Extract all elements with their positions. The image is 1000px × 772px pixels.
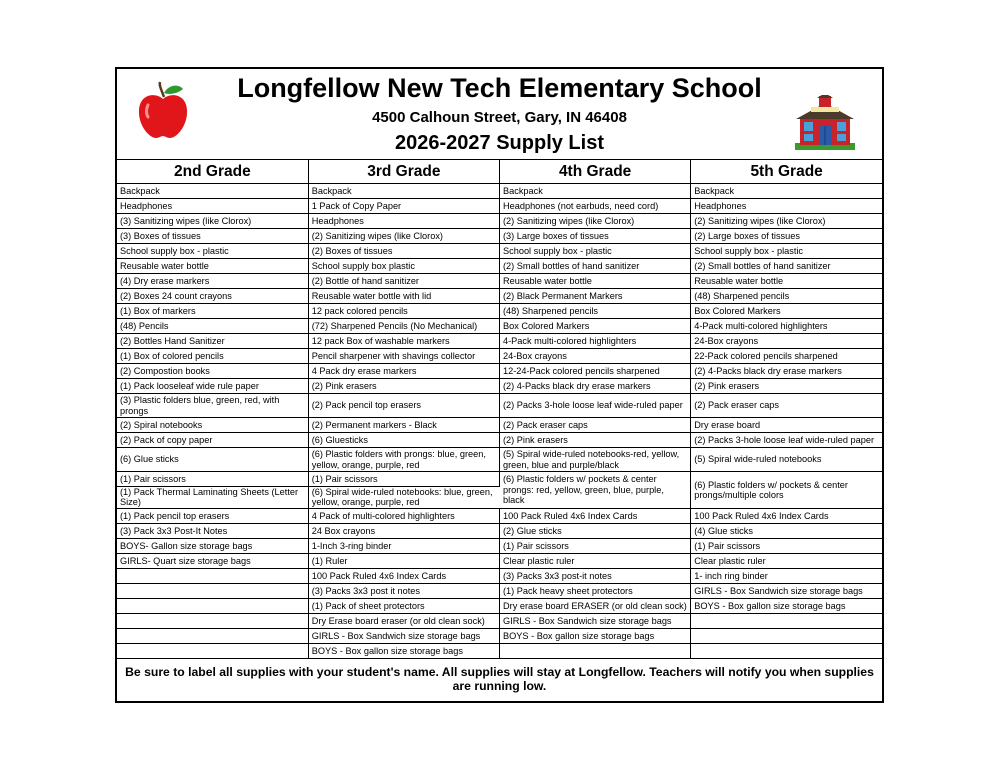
supply-cell: (1) Pack of sheet protectors [308,598,499,613]
supply-cell: (1) Box of markers [117,304,308,319]
supply-cell: 1 Pack of Copy Paper [308,199,499,214]
supply-cell: 1-Inch 3-ring binder [308,538,499,553]
supply-cell: BOYS- Gallon size storage bags [117,538,308,553]
supply-cell: (2) Pack eraser caps [500,418,691,433]
supply-cell: (2) Sanitizing wipes (like Clorox) [691,214,882,229]
supply-cell [691,613,882,628]
table-row [117,643,882,658]
supply-cell: (6) Gluesticks [308,433,499,448]
supply-cell [500,643,691,658]
supply-cell: (3) Pack 3x3 Post-It Notes [117,523,308,538]
supply-cell: (5) Spiral wide-ruled notebooks [691,448,882,472]
table-row [117,274,882,289]
supply-cell: (1) Ruler [308,553,499,568]
supply-cell: (2) Black Permanent Markers [500,289,691,304]
supply-cell: (2) Permanent markers - Black [308,418,499,433]
supply-cell: Clear plastic ruler [500,553,691,568]
supply-cell: Clear plastic ruler [691,553,882,568]
supply-cell: (1) Pair scissors [691,538,882,553]
supply-cell: (2) Spiral notebooks [117,418,308,433]
supply-cell: (48) Sharpened pencils [500,304,691,319]
supply-cell: (2) 4-Packs black dry erase markers [500,379,691,394]
supply-cell: GIRLS - Box Sandwich size storage bags [308,628,499,643]
supply-cell: (2) Small bottles of hand sanitizer [500,259,691,274]
supply-cell: Reusable water bottle [117,259,308,274]
schoolhouse-icon [794,95,856,151]
table-row [117,379,882,394]
table-row [117,508,882,523]
supply-cell: (2) Boxes of tissues [308,244,499,259]
grade-header: 3rd Grade [308,160,499,184]
supply-cell: (2) Boxes 24 count crayons [117,289,308,304]
table-row [117,334,882,349]
grade-header-row [117,160,882,184]
supply-cell: 4-Pack multi-colored highlighters [691,319,882,334]
supply-cell: (6) Plastic folders w/ pockets & center prongs: red, yellow, green, blue, purple, black [500,472,691,509]
supply-cell: School supply box plastic [308,259,499,274]
supply-cell: BOYS - Box gallon size storage bags [691,598,882,613]
supply-cell: GIRLS- Quart size storage bags [117,553,308,568]
supply-cell: Pencil sharpener with shavings collector [308,349,499,364]
supply-cell: (3) Packs 3x3 post it notes [308,583,499,598]
grade-header: 2nd Grade [117,160,308,184]
table-row [117,199,882,214]
table-row [117,289,882,304]
supply-cell: 100 Pack Ruled 4x6 Index Cards [308,568,499,583]
supply-cell: Dry Erase board eraser (or old clean sock) [308,613,499,628]
supply-cell: School supply box - plastic [691,244,882,259]
supply-cell: (48) Pencils [117,319,308,334]
table-row [117,214,882,229]
supply-cell: (3) Plastic folders blue, green, red, with prongs [117,394,308,418]
supply-cell: Headphones [308,214,499,229]
supply-cell: (2) Large boxes of tissues [691,229,882,244]
supply-cell: School supply box - plastic [500,244,691,259]
supply-list-sheet [115,67,884,703]
supply-cell: 100 Pack Ruled 4x6 Index Cards [500,508,691,523]
header [117,69,882,160]
supply-cell: GIRLS - Box Sandwich size storage bags [691,583,882,598]
supply-cell: Backpack [308,184,499,199]
supply-cell: 12 pack colored pencils [308,304,499,319]
grade-header: 4th Grade [500,160,691,184]
supply-rows [117,184,882,659]
table-row [117,628,882,643]
supply-cell: (2) Sanitizing wipes (like Clorox) [500,214,691,229]
supply-cell: BOYS - Box gallon size storage bags [500,628,691,643]
supply-cell: (1) Box of colored pencils [117,349,308,364]
supply-cell: (2) Small bottles of hand sanitizer [691,259,882,274]
footer-note: Be sure to label all supplies with your student's name. All supplies will stay at Longfellow. Teachers will notify you when supplies are running low. [125,665,874,693]
supply-cell [117,568,308,583]
supply-cell: 12 pack Box of washable markers [308,334,499,349]
supply-cell: 100 Pack Ruled 4x6 Index Cards [691,508,882,523]
table-row [117,523,882,538]
table-row [117,244,882,259]
table-row [117,553,882,568]
table-row [117,583,882,598]
supply-cell: 4-Pack multi-colored highlighters [500,334,691,349]
table-row [117,259,882,274]
supply-cell: School supply box - plastic [117,244,308,259]
supply-cell: (1) Pair scissors [500,538,691,553]
supply-cell: (6) Spiral wide-ruled notebooks: blue, green, yellow, orange, purple, red [308,487,499,509]
supply-cell: Headphones (not earbuds, need cord) [500,199,691,214]
supply-cell: (2) Compostion books [117,364,308,379]
supply-cell: (2) Pink erasers [691,379,882,394]
table-row [117,364,882,379]
supply-cell: (2) Bottles Hand Sanitizer [117,334,308,349]
table-row [117,184,882,199]
table-row [117,418,882,433]
supply-cell: (4) Glue sticks [691,523,882,538]
supply-cell: Dry erase board ERASER (or old clean sock) [500,598,691,613]
supply-cell: (4) Dry erase markers [117,274,308,289]
supply-cell: (2) Pink erasers [308,379,499,394]
table-row [117,538,882,553]
supply-cell: (5) Spiral wide-ruled notebooks-red, yellow, green, blue and purple/black [500,448,691,472]
grade-header: 5th Grade [691,160,882,184]
supply-cell: 22-Pack colored pencils sharpened [691,349,882,364]
supply-cell: 4 Pack of multi-colored highlighters [308,508,499,523]
supply-cell: (3) Packs 3x3 post-it notes [500,568,691,583]
supply-table [117,160,882,659]
supply-cell [117,628,308,643]
supply-cell: (2) Pack pencil top erasers [308,394,499,418]
supply-cell: (1) Pack pencil top erasers [117,508,308,523]
supply-cell: Box Colored Markers [691,304,882,319]
supply-cell [691,643,882,658]
table-row [117,433,882,448]
supply-cell: Headphones [117,199,308,214]
supply-cell: Reusable water bottle [691,274,882,289]
supply-cell: 4 Pack dry erase markers [308,364,499,379]
supply-cell: (1) Pack Thermal Laminating Sheets (Letter Size) [117,487,308,509]
table-row [117,319,882,334]
supply-cell: (3) Large boxes of tissues [500,229,691,244]
supply-cell: (2) Bottle of hand sanitizer [308,274,499,289]
table-row [117,613,882,628]
supply-cell: GIRLS - Box Sandwich size storage bags [500,613,691,628]
supply-cell: (2) Glue sticks [500,523,691,538]
supply-cell [117,643,308,658]
supply-cell: 24-Box crayons [500,349,691,364]
table-row [117,394,882,418]
supply-cell [691,628,882,643]
supply-cell: (2) Sanitizing wipes (like Clorox) [308,229,499,244]
supply-cell: 24-Box crayons [691,334,882,349]
school-name: Longfellow New Tech Elementary School [237,73,762,103]
table-row [117,472,882,487]
supply-cell: (3) Boxes of tissues [117,229,308,244]
supply-cell [117,598,308,613]
supply-cell: 1- inch ring binder [691,568,882,583]
supply-cell: (1) Pair scissors [117,472,308,487]
supply-cell: Reusable water bottle with lid [308,289,499,304]
supply-cell: Backpack [691,184,882,199]
supply-cell: (2) Pack eraser caps [691,394,882,418]
supply-cell: (1) Pack looseleaf wide rule paper [117,379,308,394]
supply-cell: (6) Glue sticks [117,448,308,472]
supply-cell: (48) Sharpened pencils [691,289,882,304]
supply-cell: (72) Sharpened Pencils (No Mechanical) [308,319,499,334]
supply-cell: (2) Packs 3-hole loose leaf wide-ruled paper [691,433,882,448]
table-row [117,568,882,583]
table-row [117,598,882,613]
supply-cell: 12-24-Pack colored pencils sharpened [500,364,691,379]
supply-cell: Backpack [117,184,308,199]
supply-cell: (2) Pink erasers [500,433,691,448]
table-row [117,349,882,364]
supply-cell: 24 Box crayons [308,523,499,538]
supply-cell: Backpack [500,184,691,199]
table-row [117,448,882,472]
supply-cell: Reusable water bottle [500,274,691,289]
supply-cell: Box Colored Markers [500,319,691,334]
table-row [117,304,882,319]
supply-cell: (6) Plastic folders with prongs: blue, green, yellow, orange, purple, red [308,448,499,472]
supply-cell: BOYS - Box gallon size storage bags [308,643,499,658]
supply-list-title: 2026-2027 Supply List [395,132,604,154]
table-row [117,229,882,244]
supply-cell: (2) Pack of copy paper [117,433,308,448]
supply-cell: (3) Sanitizing wipes (like Clorox) [117,214,308,229]
school-address: 4500 Calhoun Street, Gary, IN 46408 [372,109,627,126]
supply-cell: (2) 4-Packs black dry erase markers [691,364,882,379]
supply-cell [117,613,308,628]
supply-cell: (6) Plastic folders w/ pockets & center prongs/multiple colors [691,472,882,509]
supply-cell: Dry erase board [691,418,882,433]
supply-cell: Headphones [691,199,882,214]
supply-cell: (1) Pair scissors [308,472,499,487]
supply-cell [117,583,308,598]
supply-cell: (1) Pack heavy sheet protectors [500,583,691,598]
supply-cell: (2) Packs 3-hole loose leaf wide-ruled paper [500,394,691,418]
